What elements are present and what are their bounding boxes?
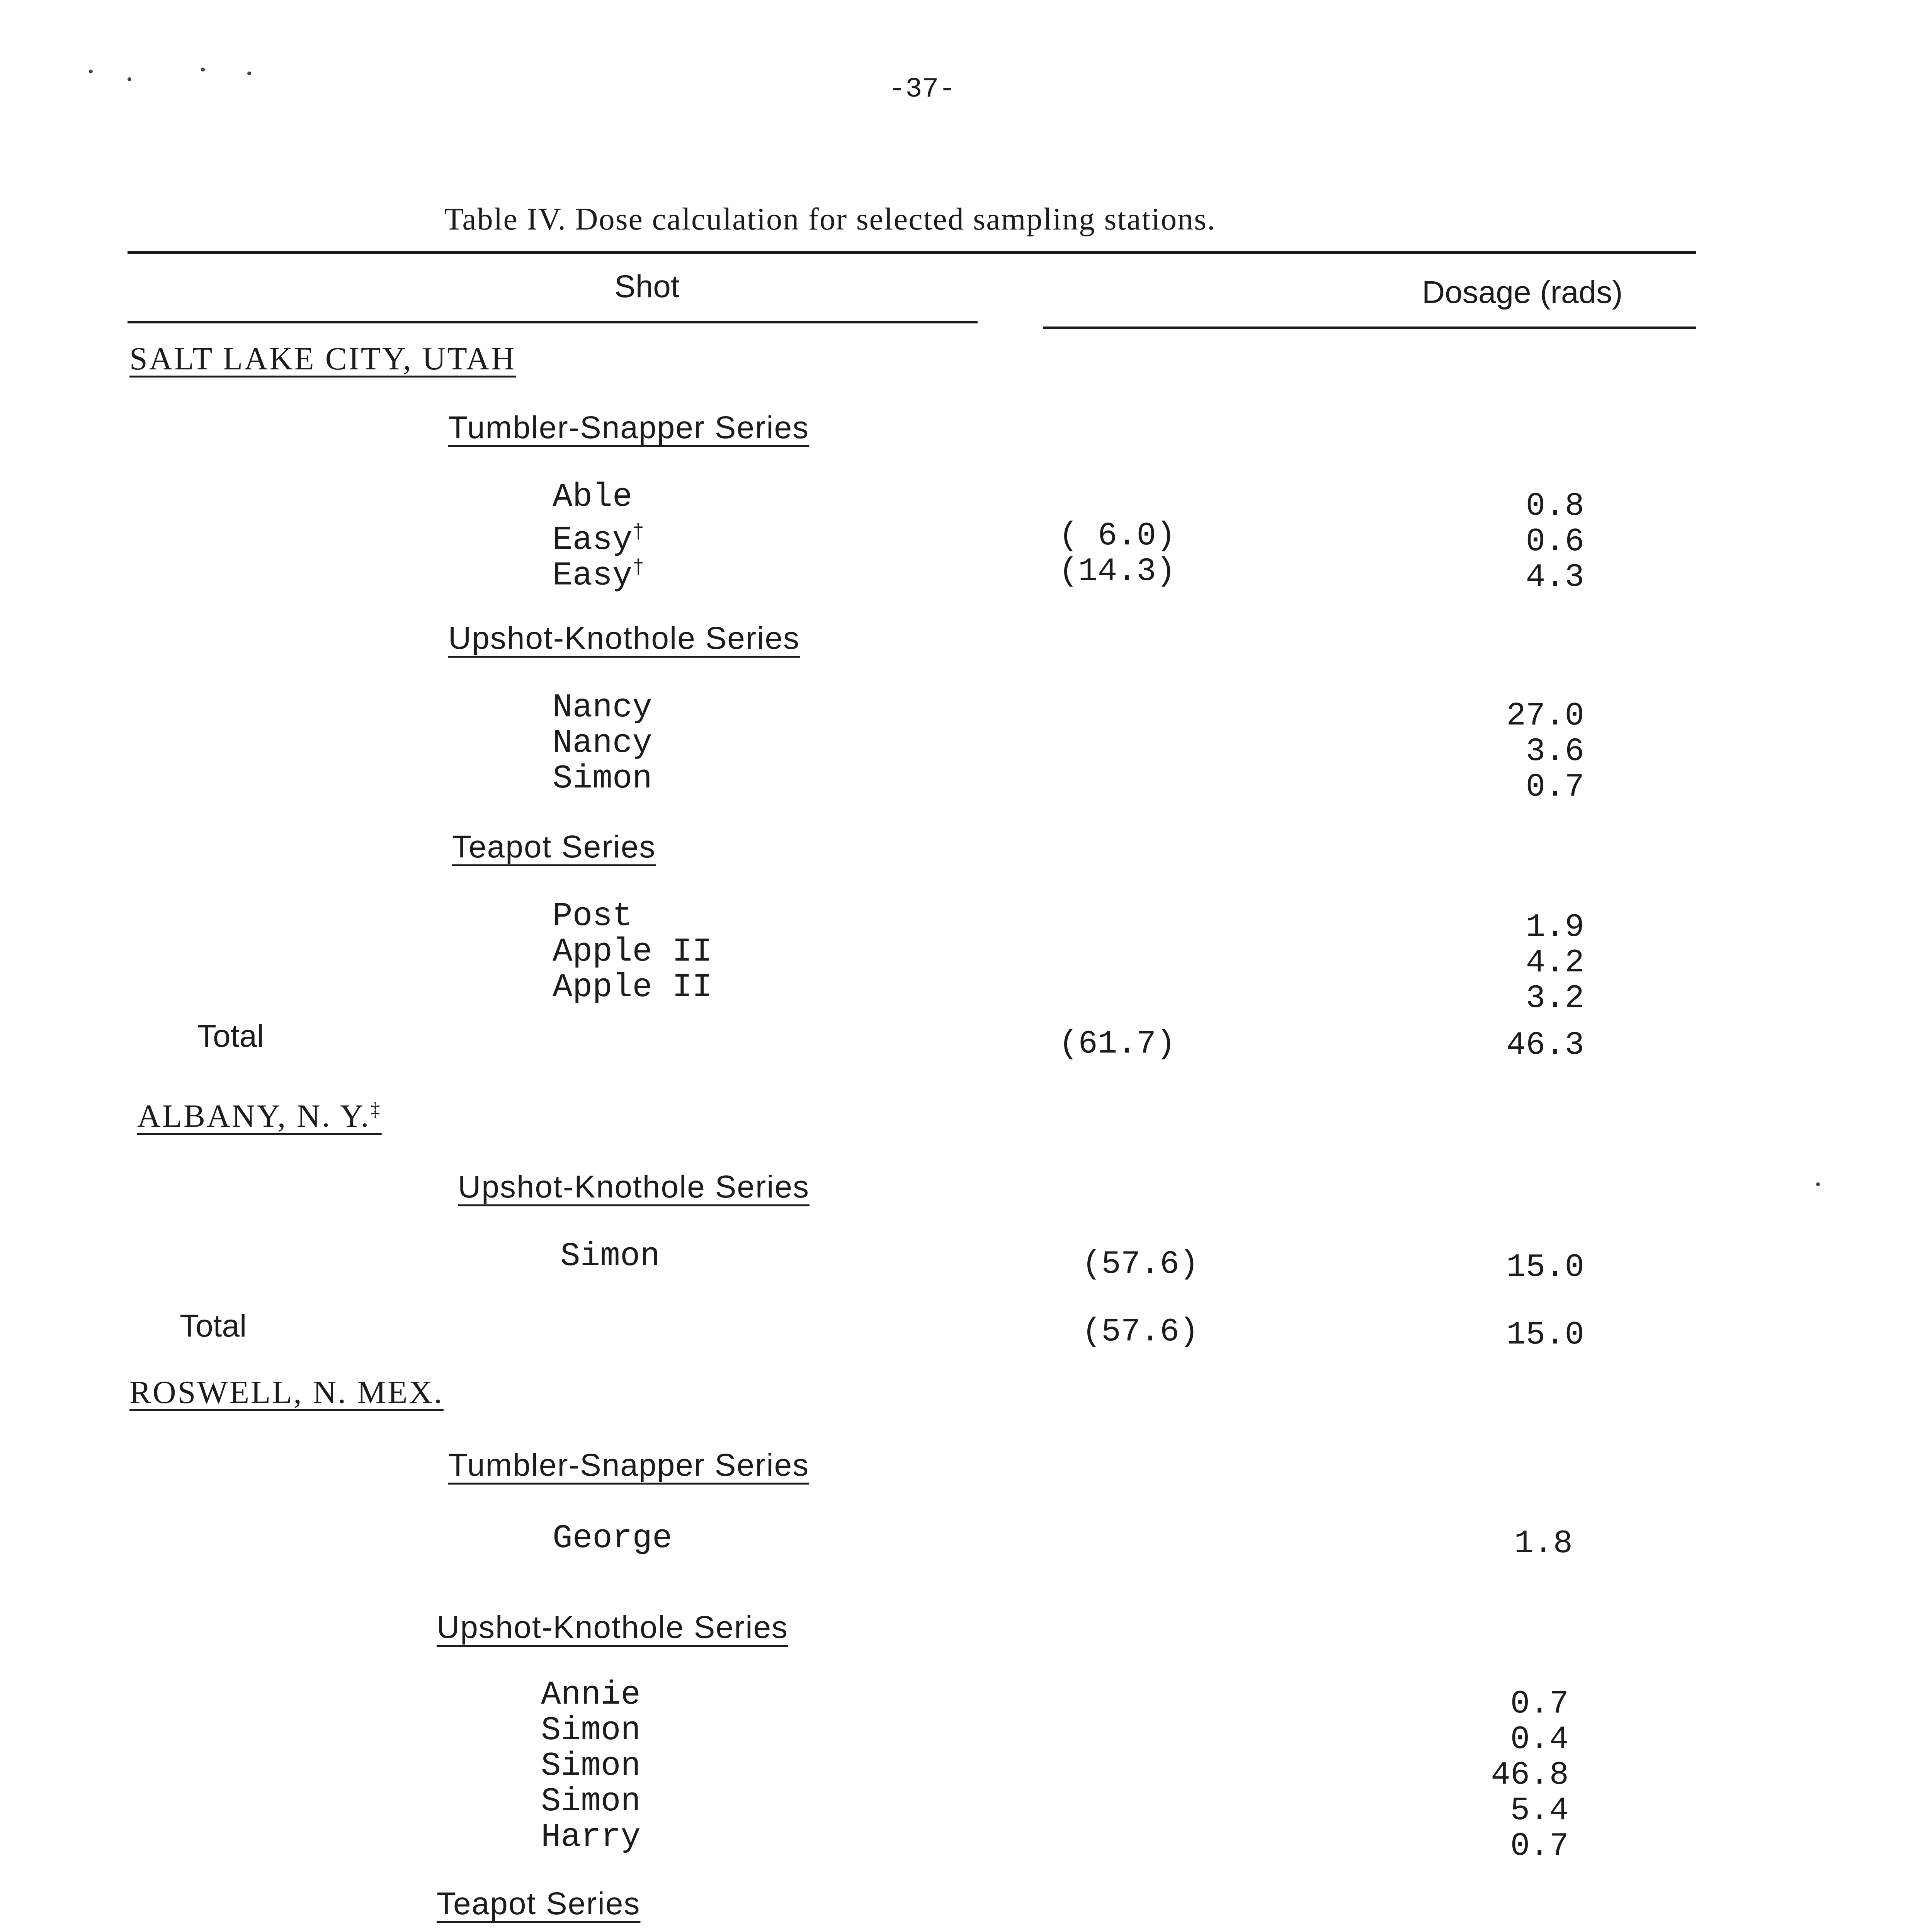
header-rule-left — [128, 321, 978, 323]
shot-name: George — [553, 1519, 672, 1557]
series-heading: Upshot-Knothole Series — [458, 1169, 810, 1204]
table-caption: Table IV. Dose calculation for selected sampling stations. — [444, 201, 1216, 236]
dose-value: 15.0 — [1506, 1249, 1584, 1286]
footnote-mark: † — [632, 521, 645, 544]
dose-value: 0.7 — [1510, 1686, 1569, 1723]
dose-value: 0.4 — [1510, 1721, 1569, 1758]
dose-value: 27.0 — [1506, 698, 1584, 735]
dose-value: 4.2 — [1526, 945, 1584, 981]
dose-value: 1.9 — [1526, 909, 1584, 946]
station-heading: ROSWELL, N. MEX. — [129, 1374, 444, 1410]
header-rule-right — [1043, 327, 1696, 329]
shot-name: Simon — [560, 1237, 660, 1275]
parenthetical-value: (57.6) — [1082, 1246, 1199, 1283]
parenthetical-value: ( 6.0) — [1059, 518, 1176, 554]
series-heading: Tumbler-Snapper Series — [448, 410, 810, 445]
scan-speck — [1816, 1182, 1820, 1186]
station-heading: ALBANY, N. Y.‡ — [137, 1098, 382, 1134]
scan-speck — [128, 77, 131, 81]
total-parenthetical: (61.7) — [1059, 1026, 1176, 1063]
total-parenthetical: (57.6) — [1082, 1314, 1199, 1350]
dose-value: 0.7 — [1510, 1828, 1569, 1865]
series-heading: Upshot-Knothole Series — [437, 1610, 789, 1645]
shot-name: Able — [553, 478, 633, 516]
shot-name: Easy† — [553, 521, 645, 559]
shot-name: Simon — [553, 760, 653, 798]
shot-name: Simon — [541, 1782, 641, 1820]
dose-value: 0.7 — [1526, 769, 1584, 806]
scan-speck — [89, 70, 93, 73]
shot-name: Simon — [541, 1711, 641, 1749]
dose-value: 3.6 — [1526, 733, 1584, 770]
shot-name: Simon — [541, 1747, 641, 1785]
dose-value: 1.8 — [1514, 1526, 1573, 1562]
total-label: Total — [180, 1308, 247, 1344]
total-dose: 15.0 — [1506, 1317, 1584, 1354]
dose-value: 0.8 — [1526, 488, 1584, 525]
shot-name: Easy† — [553, 556, 645, 595]
total-dose: 46.3 — [1506, 1027, 1584, 1064]
station-heading: SALT LAKE CITY, UTAH — [129, 341, 516, 377]
column-header-shot: Shot — [614, 269, 680, 304]
shot-name: Apple II — [553, 968, 712, 1006]
series-heading: Upshot-Knothole Series — [448, 621, 800, 656]
shot-name: Annie — [541, 1676, 641, 1714]
footnote-mark: ‡ — [370, 1098, 382, 1120]
dose-value: 46.8 — [1491, 1757, 1569, 1794]
dose-value: 5.4 — [1510, 1793, 1569, 1829]
series-heading: Teapot Series — [452, 829, 656, 864]
scan-speck — [201, 68, 205, 71]
dose-value: 4.3 — [1526, 559, 1584, 596]
total-label: Total — [197, 1019, 264, 1054]
scan-speck — [247, 71, 251, 75]
series-heading: Teapot Series — [437, 1886, 641, 1921]
dose-value: 0.6 — [1526, 524, 1584, 560]
series-heading: Tumbler-Snapper Series — [448, 1447, 810, 1483]
shot-name: Post — [553, 897, 633, 935]
shot-name: Harry — [541, 1818, 641, 1856]
parenthetical-value: (14.3) — [1059, 553, 1176, 590]
shot-name: Nancy — [553, 689, 653, 726]
table-top-rule — [128, 251, 1696, 254]
shot-name: Apple II — [553, 933, 712, 971]
dose-value: 3.2 — [1526, 980, 1584, 1017]
shot-name: Nancy — [553, 724, 653, 762]
column-header-dosage: Dosage (rads) — [1422, 275, 1623, 310]
footnote-mark: † — [632, 557, 645, 579]
page-number: -37- — [889, 73, 956, 105]
